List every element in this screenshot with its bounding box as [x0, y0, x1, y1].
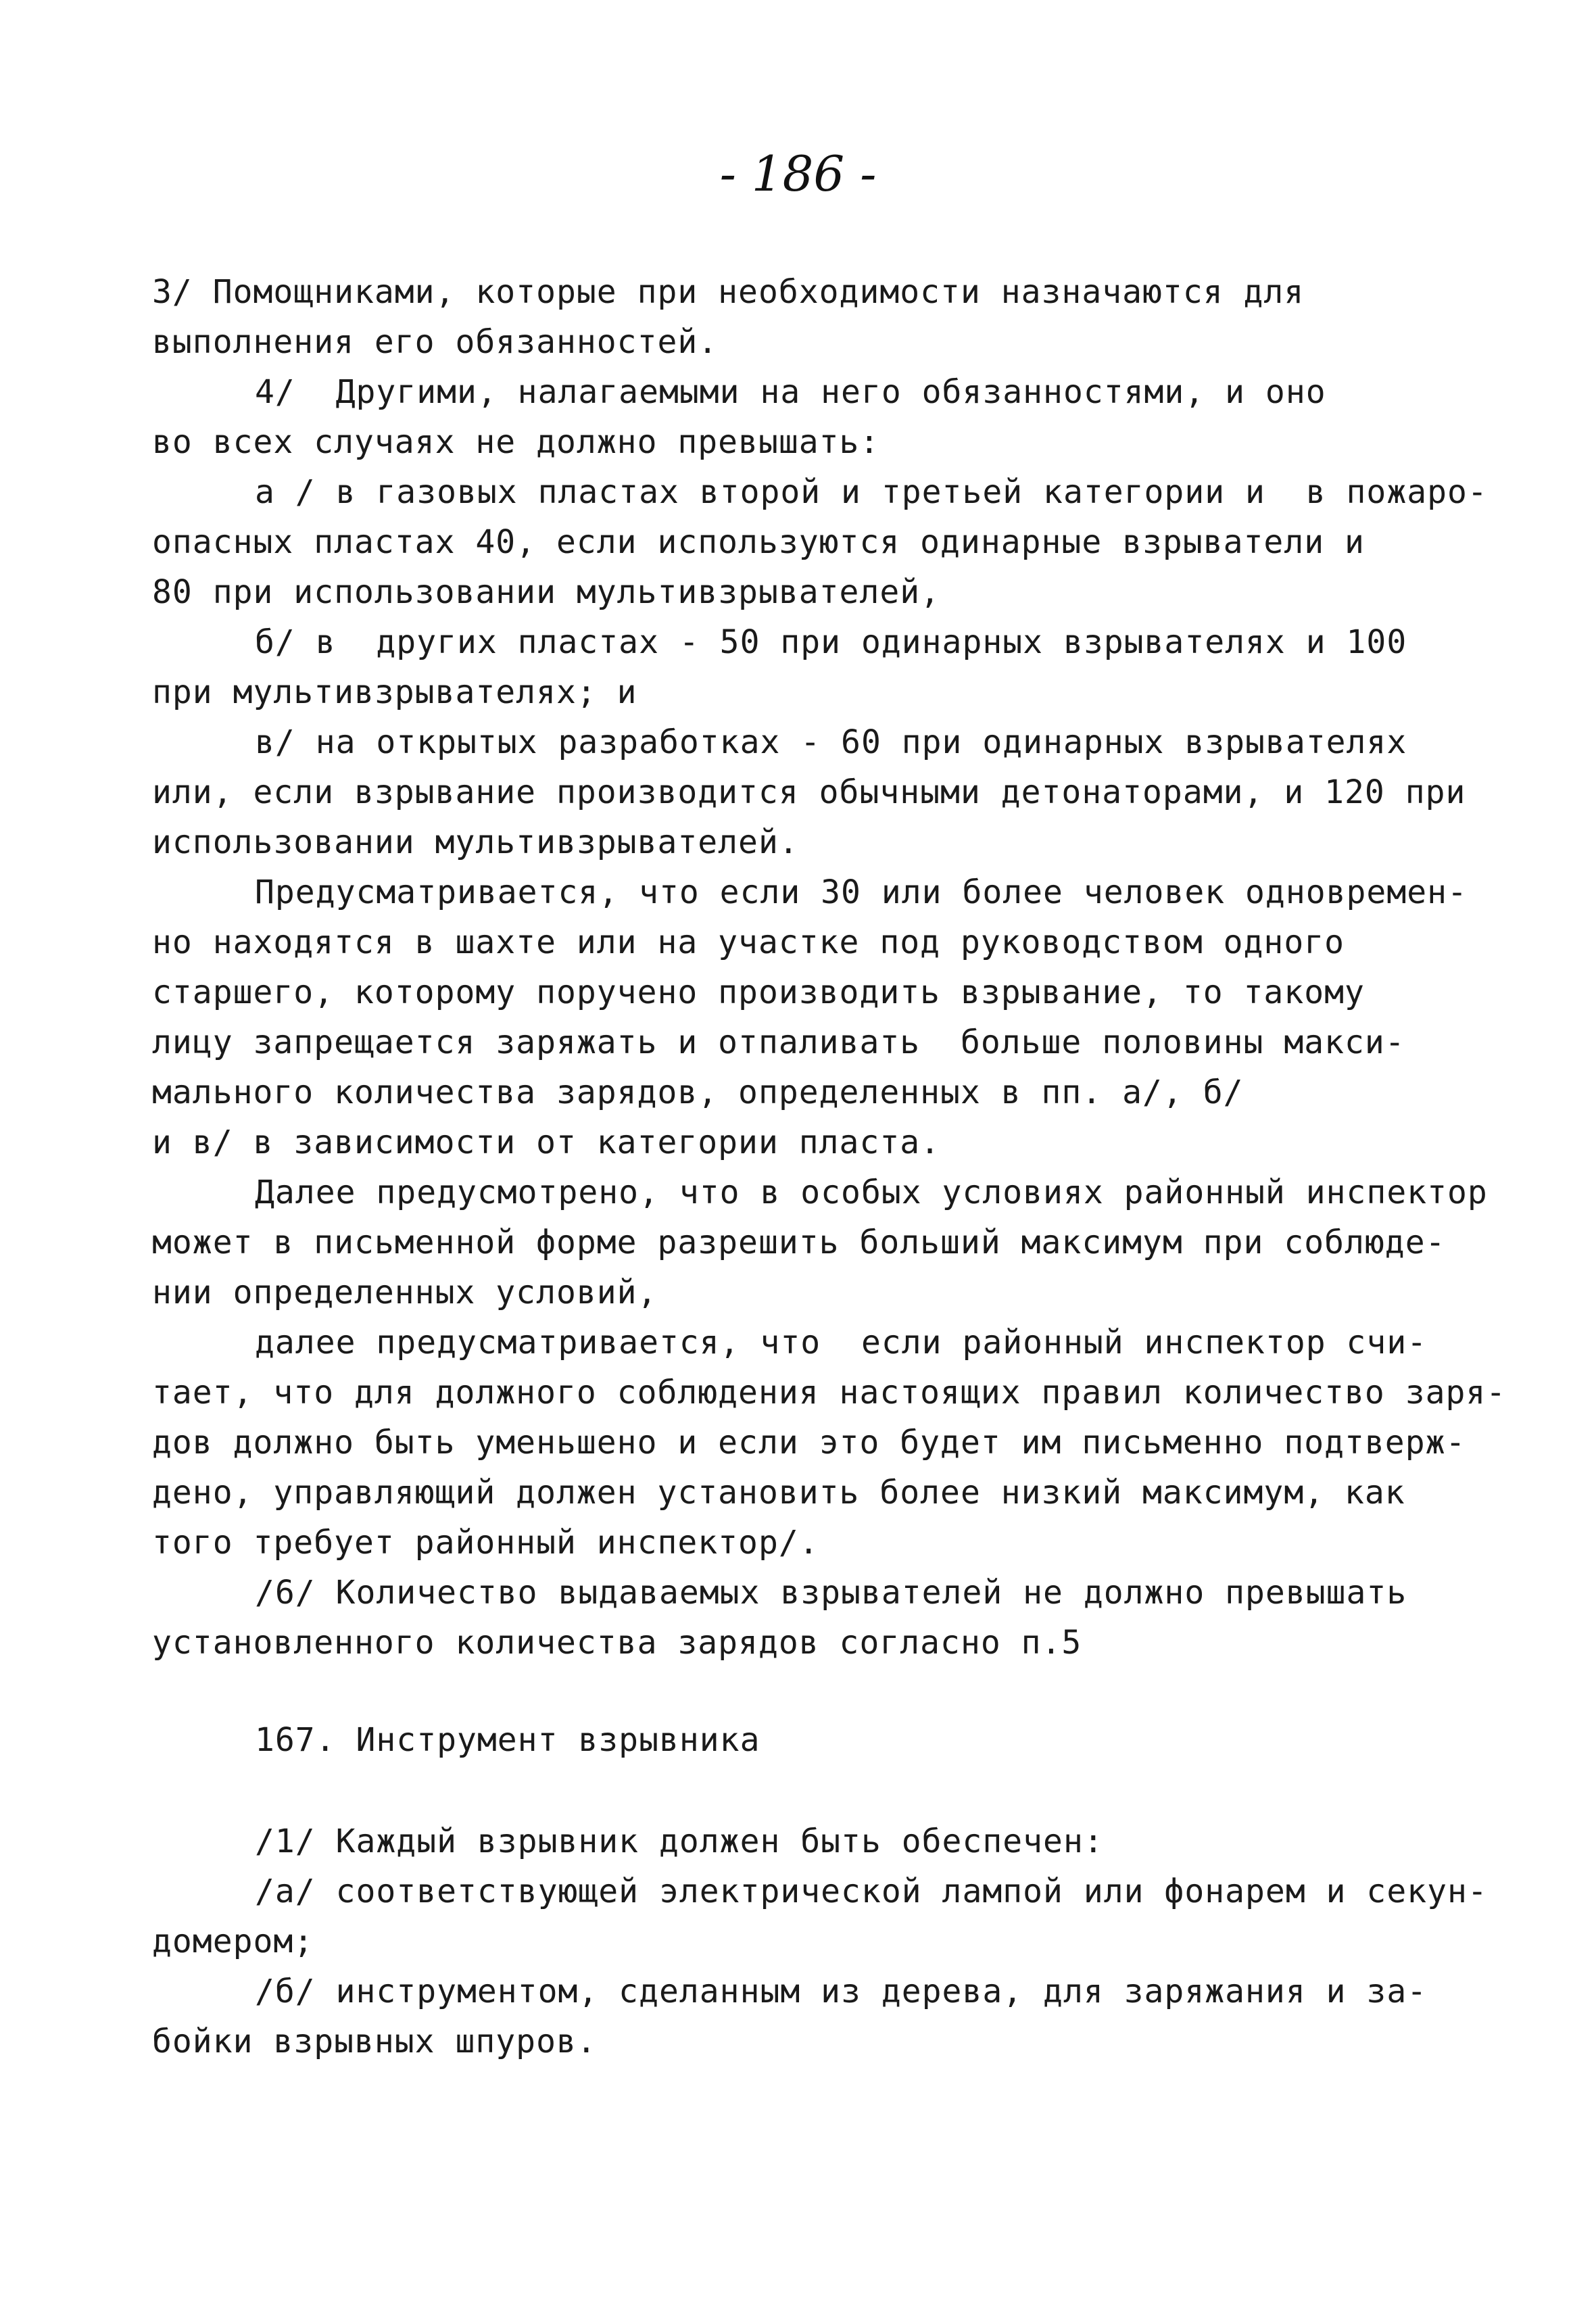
text-line: нии определенных условий,	[152, 1274, 658, 1311]
text-line: 80 при использовании мультивзрывателей,	[152, 573, 941, 611]
text-line: /6/ Количество выдаваемых взрывателей не должно превышать	[255, 1574, 1407, 1612]
text-line: лицу запрещается заряжать и отпаливать больше половины макси-	[152, 1023, 1405, 1061]
text-line: того требует районный инспектор/.	[152, 1524, 819, 1562]
text-line: бойки взрывных шпуров.	[152, 2023, 597, 2060]
text-line: 4/ Другими, налагаемыми на него обязанностями, и оно	[255, 373, 1326, 411]
text-line: /1/ Каждый взрывник должен быть обеспечен:	[255, 1823, 1104, 1860]
text-line: Далее предусмотрено, что в особых условиях районный инспектор	[255, 1174, 1488, 1211]
text-line: использовании мультивзрывателей.	[152, 823, 799, 861]
text-line: Предусматривается, что если 30 или более человек одновремен-	[255, 873, 1468, 911]
section-heading: 167. Инструмент взрывника	[255, 1721, 760, 1759]
text-line: мального количества зарядов, определенных в пп. а/, б/	[152, 1073, 1244, 1111]
document-body	[152, 267, 1518, 2067]
text-line: далее предусматривается, что если районный инспектор счи-	[255, 1324, 1428, 1361]
text-line: а / в газовых пластах второй и третьей категории и в пожаро-	[255, 473, 1488, 511]
page-number: - 186 -	[719, 145, 877, 202]
text-line: старшего, которому поручено производить взрывание, то такому	[152, 973, 1365, 1011]
paragraph-gap	[152, 1668, 1518, 1715]
text-line: дов должно быть уменьшено и если это будет им письменно подтверж-	[152, 1424, 1466, 1462]
text-line: выполнения его обязанностей.	[152, 323, 719, 361]
text-line: /а/ соответствующей электрической лампой или фонарем и секун-	[255, 1873, 1488, 1910]
text-line: может в письменной форме разрешить больший максимум при соблюде-	[152, 1224, 1446, 1261]
text-line: опасных пластах 40, если используются одинарные взрыватели и	[152, 523, 1365, 561]
paragraph-gap	[152, 1765, 1518, 1816]
text-line: тает, что для должного соблюдения настоящих правил количество заря-	[152, 1374, 1507, 1412]
text-line: во всех случаях не должно превышать:	[152, 423, 880, 461]
text-line: 3/ Помощниками, которые при необходимости назначаются для	[152, 273, 1305, 311]
text-line: при мультивзрывателях; и	[152, 673, 637, 711]
text-line: но находятся в шахте или на участке под руководством одного	[152, 923, 1345, 961]
text-line: или, если взрывание производится обычными детонаторами, и 120 при	[152, 773, 1466, 811]
text-line: дено, управляющий должен установить более низкий максимум, как	[152, 1474, 1405, 1512]
text-line: и в/ в зависимости от категории пласта.	[152, 1124, 941, 1161]
text-line: домером;	[152, 1923, 314, 1960]
text-line: в/ на открытых разработках - 60 при одинарных взрывателях	[255, 723, 1407, 761]
text-line: установленного количества зарядов согласно п.5	[152, 1624, 1082, 1662]
text-line: б/ в других пластах - 50 при одинарных взрывателях и 100	[255, 623, 1407, 661]
text-line: /б/ инструментом, сделанным из дерева, для заряжания и за-	[255, 1973, 1428, 2010]
